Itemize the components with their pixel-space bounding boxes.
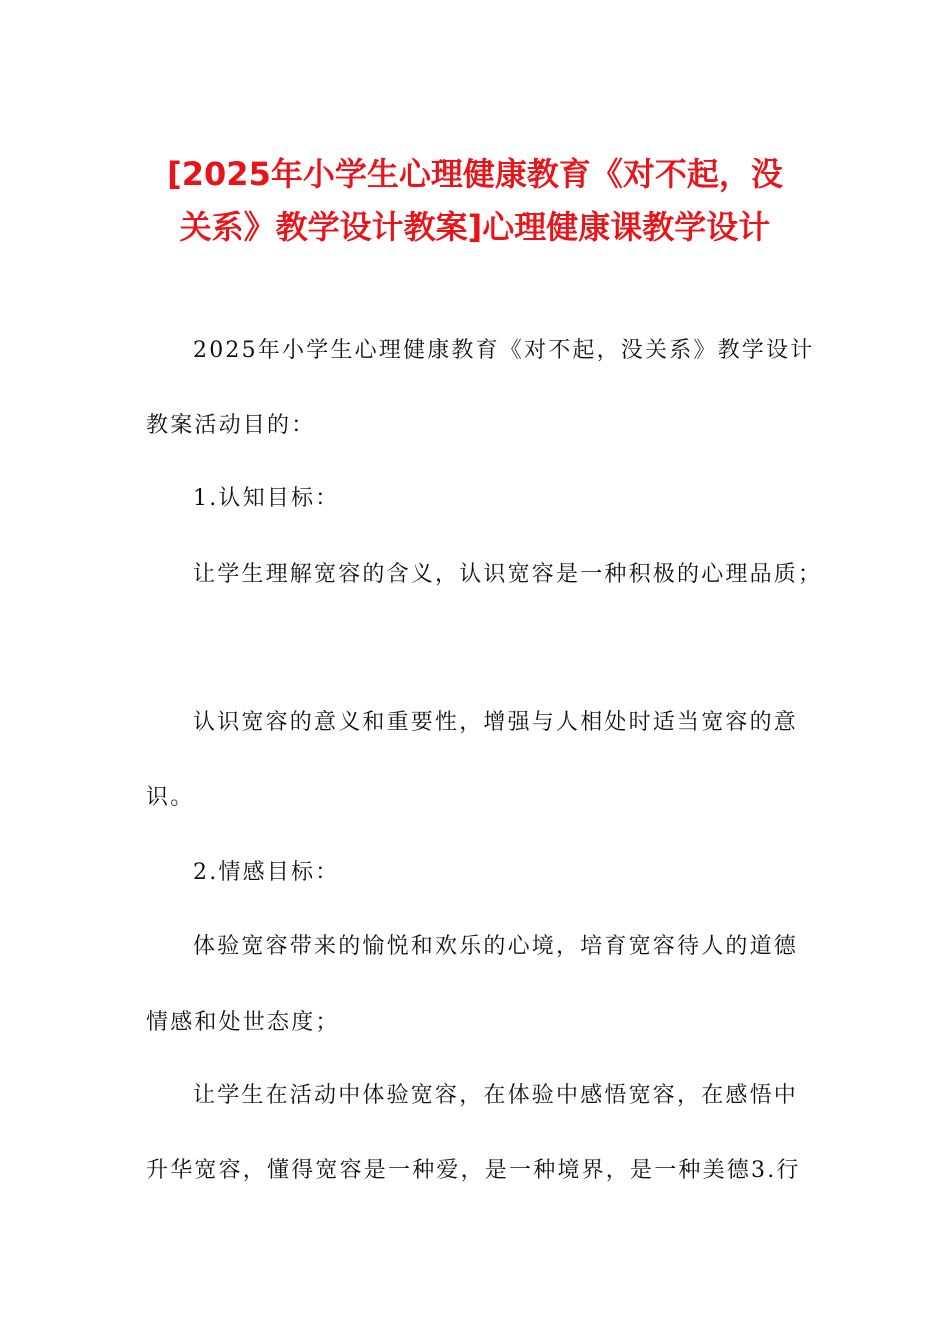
title-line-1: [2025年小学生心理健康教育《对不起，没 [167, 155, 783, 193]
body-line-sublimate: 升华宽容，懂得宽容是一种爱，是一种境界，是一种美德3.行 [146, 1158, 801, 1183]
body-line-purpose: 教案活动目的： [146, 413, 316, 438]
body-line-experience: 体验宽容带来的愉悦和欢乐的心境，培育宽容待人的道德 [193, 934, 799, 959]
body-line-attitude: 情感和处世态度； [146, 1010, 340, 1035]
heading-cognitive-goal: 1.认知目标： [193, 486, 340, 511]
body-line-intro: 2025年小学生心理健康教育《对不起，没关系》教学设计 [193, 338, 815, 363]
heading-emotional-goal: 2.情感目标： [193, 860, 340, 885]
body-line-activity: 让学生在活动中体验宽容，在体验中感悟宽容，在感悟中 [193, 1083, 799, 1108]
document-title [130, 148, 820, 254]
body-line-awareness: 识。 [146, 785, 195, 810]
body-line-understand: 让学生理解宽容的含义，认识宽容是一种积极的心理品质； [193, 562, 823, 587]
title-line-2: 关系》教学设计教案]心理健康课教学设计 [179, 208, 771, 246]
body-line-significance: 认识宽容的意义和重要性，增强与人相处时适当宽容的意 [193, 710, 799, 735]
